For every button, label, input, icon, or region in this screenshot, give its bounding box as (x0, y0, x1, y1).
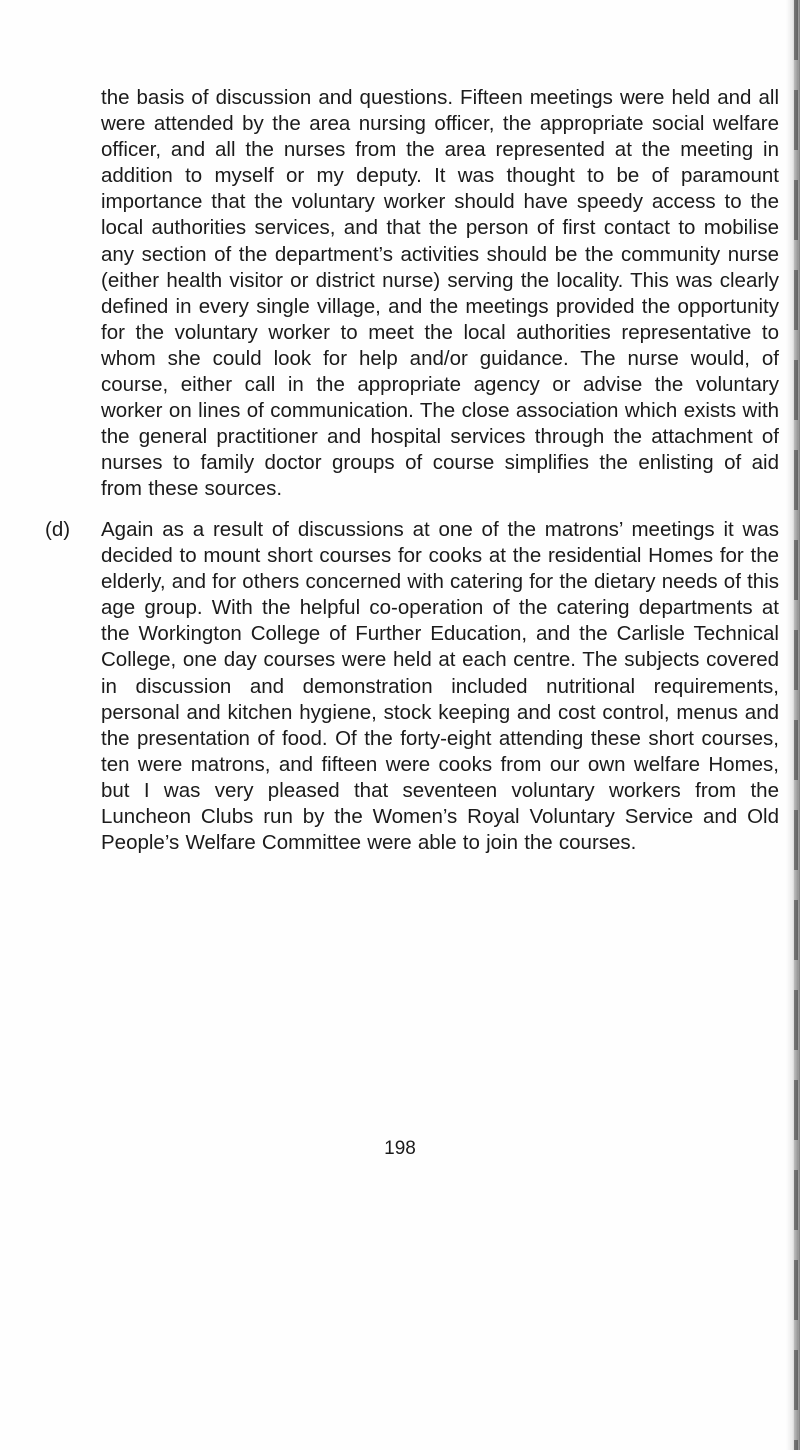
binding-edge-marks (794, 0, 798, 1450)
paragraph-section-d: Again as a result of discussions at one of the matrons’ meetings it was decided to mount short courses for cooks at the residential Homes for the elderly, and for others concerned with catering for the dietary needs of this age group. With the helpful co-operation of the catering departments at the Workington College of Further Education, and the Carlisle Technical College, one day courses were held at each centre. The subjects covered in discussion and demonstration included nutritional requirements, personal and kitchen hygiene, stock keeping and cost control, menus and the presentation of food. Of the forty-eight attending these short courses, ten were matrons, and fifteen were cooks from our own welfare Homes, but I was very pleased that seventeen voluntary workers from the Luncheon Clubs run by the Women’s Royal Voluntary Service and Old People’s Welfare Committee were able to join the courses. (101, 518, 779, 855)
section-marker-d: (d) (45, 518, 71, 541)
page-number: 198 (384, 1138, 416, 1159)
paragraph-continuation: the basis of discussion and questions. Fifteen meetings were held and all were attended by the area nursing officer, the appropriate social welfare officer, and all the nurses from the area represented at the meeting in addition to myself or my deputy. It was thought to be of paramount importance that the voluntary worker should have speedy access to the local authorities services, and that the person of first contact to mobilise any section of the department’s activities should be the community nurse (either health visitor or district nurse) serving the locality. This was clearly defined in every single village, and the meetings provided the opportunity for the voluntary worker to meet the local authorities representative to whom she could look for help and/or guidance. The nurse would, of course, either call in the appropriate agency or advise the voluntary worker on lines of communication. The close association which exists with the general practitioner and hospital services through the attachment of nurses to family doctor groups of course simplifies the enlisting of aid from these sources. (101, 86, 779, 501)
